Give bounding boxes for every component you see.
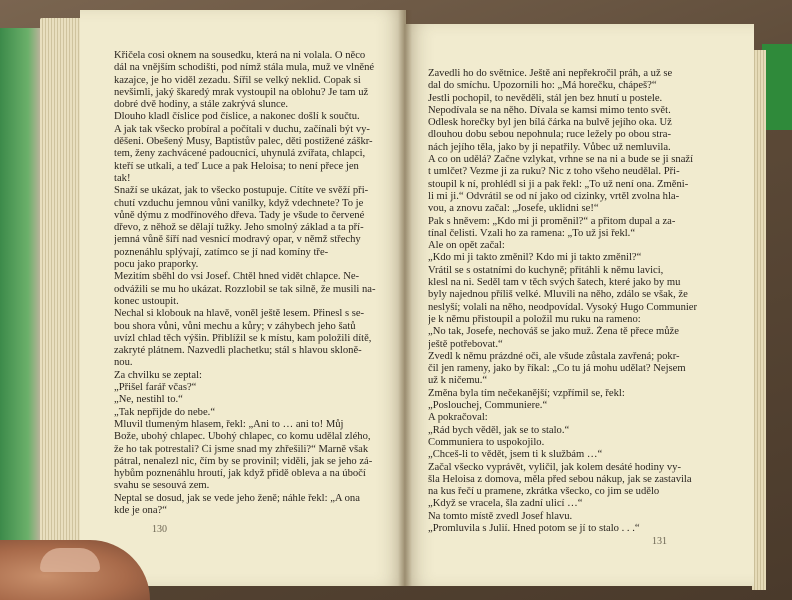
text-line: Změna byla tím nečekanější; vzpřímil se, řekl:	[428, 387, 625, 399]
text-line: neslyší; volali na něho, neodpovídal. Vysoký Hugo Communier	[428, 301, 698, 313]
text-line: tak!	[114, 172, 131, 184]
left-page-number: 130	[152, 524, 167, 535]
text-line: nou.	[114, 357, 133, 369]
text-line: Mluvil tlumeným hlasem, řekl: „Ani to … ani to! Můj	[114, 418, 344, 430]
book-gutter	[398, 10, 412, 586]
right-page-text	[428, 68, 728, 535]
text-line: „Ne, nestihl to.“	[114, 394, 183, 406]
text-line: tem, ženy zachvácené padoucnicí, uhynulá zvířata, chlapci,	[114, 148, 366, 160]
green-background	[0, 28, 40, 548]
left-page	[80, 10, 406, 586]
text-line: Odlesk horečky byl jen bílá čárka na bulvě jejího oka. Už	[428, 117, 672, 129]
text-line: A pokračoval:	[428, 412, 488, 424]
text-line: A jak tak všecko probíral a počítali v duchu, začínali být vy-	[114, 123, 370, 135]
text-line: „Rád bych věděl, jak se to stalo.“	[428, 424, 570, 436]
text-line: Dlouho kladl číslice pod číslice, a nakonec došlí k součtu.	[114, 111, 360, 123]
text-line: bou shora vůni, vůni mechu a kůry; v záhybech jeho šatů	[114, 320, 356, 332]
text-line: Na tomto místě zvedl Josef hlavu.	[428, 510, 573, 522]
left-page-text	[114, 50, 390, 517]
text-line: pátral, nenalezl nic, čím by se provinil; viděli, jak se jeho zá-	[114, 455, 373, 467]
green-background-right	[762, 44, 792, 130]
text-line: tínal čelisti. Vzali ho za ramena: „To už jsi řekl.“	[428, 227, 636, 239]
text-line: Nechal si klobouk na hlavě, voněl ještě lesem. Přinesl s se-	[114, 308, 365, 320]
text-line: A co on udělá? Začne vzlykat, vrhne se na ni a bude se ji snaží	[428, 154, 694, 166]
text-line: „Poslouchej, Communiere.“	[428, 400, 548, 412]
text-line: Začal všecko vyprávět, vyličil, jak kolem desáté hodiny vy-	[428, 461, 681, 473]
text-line: byly najednou příliš velké. Mluvili na něho, zdálo se však, že	[428, 289, 688, 301]
text-line: je k němu přistoupil a položil mu ruku na rameno:	[428, 313, 641, 325]
text-line: Neptal se dosud, jak se vede jeho ženě; náhle řekl: „A ona	[114, 492, 360, 504]
text-line: „No tak, Josefe, nechováš se jako muž. Žena tě přece může	[428, 326, 679, 338]
page-stack-right	[752, 50, 766, 590]
text-line: dobré dvě hodiny, a stále zakrývá slunce.	[114, 99, 289, 111]
text-line: t umlčet? Vezme ji za ruku? Nic z toho všeho neudělal. Při-	[428, 166, 680, 178]
text-line: „Promluvila s Julií. Hned potom se jí to stalo . . .“	[428, 522, 640, 534]
text-line: Pak s hněvem: „Kdo mi ji proměnil?“ a přitom dupal a za-	[428, 215, 676, 227]
text-line: „Tak nepřijde do nebe.“	[114, 406, 216, 418]
right-page	[404, 24, 754, 586]
text-line: konec ustoupit.	[114, 295, 179, 307]
text-line: jemná vůně šíří nad vesnicí modravý opar, v němž střechy	[114, 234, 361, 246]
text-line: chutí vzduchu jemnou vůni vanilky, když vdechnete? To je	[114, 197, 364, 209]
text-line: kde je ona?“	[114, 504, 167, 516]
text-line: odvážili se mu ho ukázat. Rozzlobil se tak silně, že musili na-	[114, 283, 376, 295]
text-line: „Kdo mi ji takto změnil? Kdo mi ji takto změnil?“	[428, 252, 642, 264]
text-line: stoupil k ní, prohlédl si ji a pak řekl: „To už není ona. Změni-	[428, 178, 689, 190]
text-line: dlouhou dobu sebou nepohnula; ruce ležely po obou stra-	[428, 129, 672, 141]
text-line: šla Heloisa z domova, měla před sebou nákup, jak se zastavila	[428, 473, 692, 485]
text-line: čil jen rameny, jako by říkal: „Co tu já mohu udělat? Nejsem	[428, 363, 686, 375]
text-line: Nepodívala se na něho. Dívala se kamsi mimo tento svět.	[428, 104, 671, 116]
text-line: Zavedli ho do světnice. Ještě ani nepřekročil práh, a už se	[428, 68, 673, 79]
text-line: nevšimli, jaký škaredý mrak vystoupil na oblohu? Je tam už	[114, 86, 369, 98]
right-page-number: 131	[652, 536, 667, 547]
text-line: uvízl chlad těch výšin. Přiblížil se k místu, kam položili dítě,	[114, 332, 372, 344]
text-line: ještě potřebovat.“	[428, 338, 503, 350]
text-line: Ale on opět začal:	[428, 240, 505, 252]
text-line: dál na vnějším schodišti, pod nímž stála mula, muž ve vlněné	[114, 62, 375, 74]
text-line: dřevo, z něhož se dělají tužky. Jeho smolný základ a ta pří-	[114, 222, 364, 234]
text-line: Zvedl k němu prázdné oči, ale všude zůstala zavřená; pokr-	[428, 350, 680, 362]
text-line: vůně dýmu z modřínového dřeva. Tady je všude to červené	[114, 209, 365, 221]
text-line: Snaží se ukázat, jak to všecko postupuje. Cítíte ve svěží při-	[114, 185, 369, 197]
text-line: „Když se vracela, šla zadní ulicí …“	[428, 498, 583, 510]
text-line: už k ničemu.“	[428, 375, 488, 387]
text-line: kazajce, je ho viděl zezadu. Šířil se velký neklid. Copak si	[114, 74, 361, 86]
text-line: děšeni. Obešený Musy, Baptistův palec, děti postižené záškr-	[114, 136, 373, 148]
text-line: „Přišel farář včas?“	[114, 382, 197, 394]
text-line: na kus řečí u pramene, zkrátka všecko, co jim se udělo	[428, 486, 660, 498]
text-line: Jestli pochopil, to nevěděli, stál jen bez hnutí u postele.	[428, 92, 663, 104]
text-line: Za chvilku se zeptal:	[114, 369, 202, 381]
text-line: poznenáhlu splývají, zatímco se jí nad komíny tře-	[114, 246, 329, 258]
text-line: svahu se sesouvá zem.	[114, 480, 210, 492]
thumbnail-nail	[40, 548, 100, 572]
text-line: Communiera to uspokojilo.	[428, 436, 545, 448]
text-line: „Chceš-li to vědět, jsem ti k službám …“	[428, 449, 603, 461]
text-line: Vrátil se s ostatními do kuchyně; přitáhli k němu lavici,	[428, 264, 664, 276]
text-line: hybům poznenáhlu hroutí, jak když přidě obleva a na úbočí	[114, 468, 366, 480]
text-line: klesl na ni. Seděl tam v těch svých šatech, které jako by mu	[428, 277, 681, 289]
text-line: li mi ji.“ Odvrátil se od ní jako od cizinky, vrtěl zvolna hla-	[428, 190, 680, 202]
text-line: zakryté plátnem. Nazvedli plachetku; stál s hlavou skloně-	[114, 345, 362, 357]
page-stack-left	[40, 18, 82, 578]
text-line: Bože, ubohý chlapec. Ubohý chlapec, co komu udělal zlého,	[114, 431, 371, 443]
text-line: kteří se utkali, a teď Luce a pak Heloisa; to není přece jen	[114, 160, 359, 172]
text-line: Křičela cosi oknem na sousedku, která na ni volala. O něco	[114, 50, 366, 61]
text-line: že ho tak potrestali? Či jsme snad my zhřešili?“ Marně však	[114, 443, 369, 455]
text-line: vou, a znovu začal: „Josefe, uklidni se!“	[428, 203, 599, 215]
text-line: Mezitím sběhl do vsi Josef. Chtěl hned vidět chlapce. Ne-	[114, 271, 360, 283]
text-line: pocu jako praporky.	[114, 259, 199, 271]
text-line: dal do smíchu. Upozornili ho: „Má horečku, chápeš?“	[428, 80, 657, 92]
text-line: nách jejího těla, jako by ji nepatřily. Vůbec už nemluvila.	[428, 141, 671, 153]
